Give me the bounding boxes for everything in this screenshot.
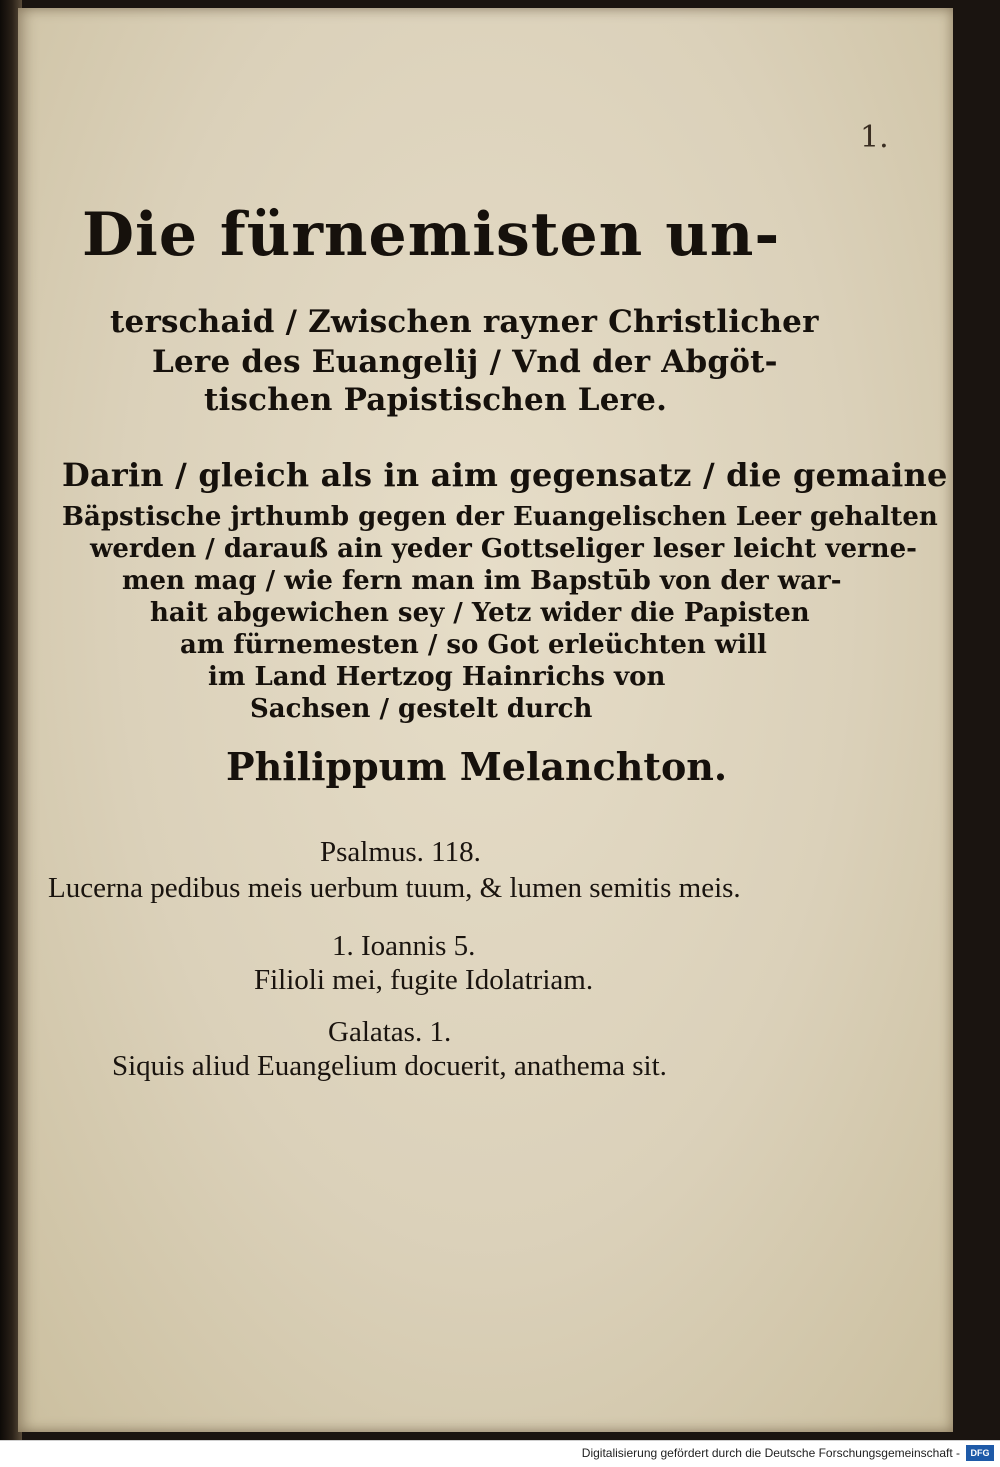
body-line-1: Darin / gleich als in aim gegensatz / die gemaine — [62, 456, 948, 494]
author-name: Philippum Melanchton. — [226, 744, 728, 789]
funding-credit: Digitalisierung gefördert durch die Deutsche Forschungsgemeinschaft - — [581, 1446, 960, 1460]
quote-ref-2: 1. Ioannis 5. — [332, 930, 476, 962]
dfg-logo-icon: DFG — [966, 1445, 994, 1461]
body-line-6: am fürnemesten / so Got erleüchten will — [180, 630, 767, 660]
subtitle-line-2: Lere des Euangelij / Vnd der Abgöt- — [152, 344, 778, 380]
subtitle-line-3: tischen Papistischen Lere. — [204, 382, 668, 418]
subtitle-line-1: terschaid / Zwischen rayner Christlicher — [110, 304, 819, 340]
quote-text-2: Filioli mei, fugite Idolatriam. — [254, 964, 594, 996]
body-line-3: werden / darauß ain yeder Gottseliger leser leicht verne- — [90, 534, 917, 564]
quote-text-3: Siquis aliud Euangelium docuerit, anathema sit. — [112, 1050, 667, 1082]
quote-ref-3: Galatas. 1. — [328, 1016, 452, 1048]
body-line-2: Bäpstische jrthumb gegen der Euangelischen Leer gehalten — [62, 502, 938, 532]
body-line-5: hait abgewichen sey / Yetz wider die Papisten — [150, 598, 810, 628]
title-line: Die fürnemisten un- — [82, 200, 781, 270]
folio-number: 1. — [860, 120, 889, 155]
body-line-7: im Land Hertzog Hainrichs von — [208, 662, 666, 692]
body-line-8: Sachsen / gestelt durch — [250, 694, 593, 724]
title-page — [18, 8, 953, 1432]
quote-text-1: Lucerna pedibus meis uerbum tuum, & lumen semitis meis. — [48, 872, 741, 904]
footer-bar — [0, 1440, 1000, 1467]
quote-ref-1: Psalmus. 118. — [320, 836, 481, 868]
body-line-4: men mag / wie fern man im Bapstūb von der war- — [122, 566, 842, 596]
